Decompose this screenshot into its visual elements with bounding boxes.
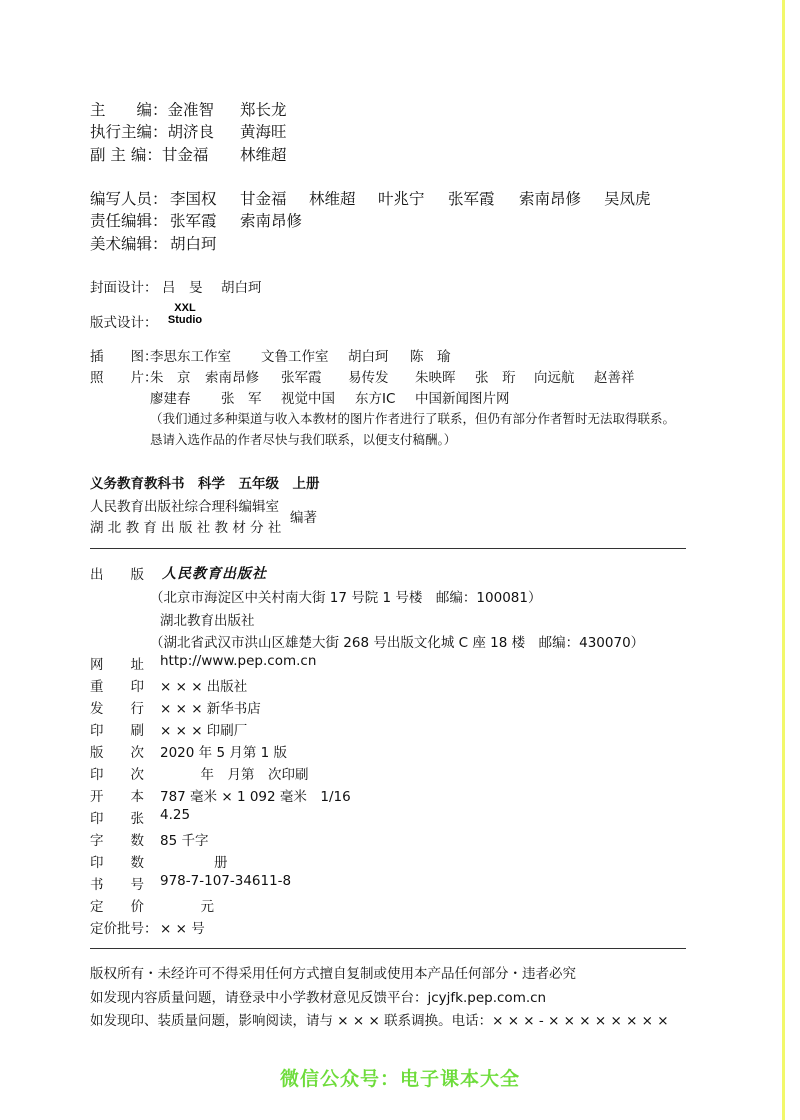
deputy-editor-name: 林维超 <box>240 146 287 164</box>
imprint-row-value: × × × 出版社 <box>160 679 248 695</box>
writer-name: 索南昂修 <box>519 190 582 208</box>
executive-editor-name: 黄海旺 <box>240 123 287 141</box>
imprint-row-value: 2020 年 5 月第 1 版 <box>160 745 287 761</box>
author-suffix: 编著 <box>290 510 317 526</box>
photographer-name: 向远航 <box>534 370 575 386</box>
chief-editor-row <box>90 98 214 120</box>
copublisher-address: （湖北省武汉市洪山区雄楚大街 268 号出版文化城 C 座 18 楼 邮编：430070） <box>150 635 645 651</box>
responsible-editor-name: 索南昂修 <box>240 212 303 230</box>
divider-top <box>90 548 686 549</box>
photo-credit-note-line2: 恳请入选作品的作者尽快与我们联系，以便支付稿酬。） <box>150 432 457 447</box>
cover-designer-name: 吕 旻 <box>162 280 203 296</box>
executive-editor-row <box>90 120 214 142</box>
wechat-watermark: 微信公众号：电子课本大全 <box>279 1068 520 1090</box>
book-title: 义务教育教科书 科学 五年级 上册 <box>90 476 320 492</box>
imprint-row-label: 印 数 <box>90 855 144 871</box>
deputy-editor-name: 甘金福 <box>161 146 209 164</box>
photographer-name: 视觉中国 <box>281 391 335 407</box>
photographer-name: 朱映晖 <box>415 370 456 386</box>
imprint-row-value: × × × 新华书店 <box>160 701 261 717</box>
imprint-row-value: 978-7-107-34611-8 <box>160 873 292 889</box>
photographer-name: 张 珩 <box>475 370 516 386</box>
imprint-row-label: 书 号 <box>90 877 144 893</box>
publisher-logo: 人民教育出版社 <box>162 566 267 582</box>
illustrator-name: 陈 瑜 <box>410 349 451 365</box>
deputy-editor-label: 副 主 编： <box>90 146 162 164</box>
publisher-label: 出 版 <box>90 567 144 583</box>
imprint-row-value: 元 <box>160 899 214 915</box>
studio-logo <box>162 302 208 326</box>
imprint-row-value: http://www.pep.com.cn <box>160 653 317 669</box>
chief-editor-name: 金准智 <box>167 101 215 119</box>
writer-name: 张军霞 <box>448 190 495 208</box>
imprint-row-label: 印 刷 <box>90 723 144 739</box>
writer-name: 甘金福 <box>240 190 287 208</box>
illustrator-name: 文鲁工作室 <box>261 349 329 365</box>
art-editor-label: 美术编辑： <box>90 235 168 253</box>
layout-design-label: 版式设计： <box>90 315 158 331</box>
imprint-row-label: 印 张 <box>90 811 144 827</box>
copublisher-name: 湖北教育出版社 <box>160 613 255 629</box>
writer-name: 叶兆宁 <box>378 190 425 208</box>
cover-designer-name: 胡白珂 <box>221 280 262 296</box>
imprint-row-label: 印 次 <box>90 767 144 783</box>
illustration-label: 插 图： <box>90 349 158 365</box>
studio-logo-line1: XXL <box>174 302 196 314</box>
illustrator-name: 胡白珂 <box>348 349 389 365</box>
responsible-editor-label: 责任编辑： <box>90 212 168 230</box>
photographer-name: 朱 京 <box>150 370 191 386</box>
imprint-row-label: 版 次 <box>90 745 144 761</box>
author-line-1: 人民教育出版社综合理科编辑室 <box>90 499 279 515</box>
executive-editor-name: 胡济良 <box>167 123 215 141</box>
imprint-row-label: 定价批号： <box>90 921 158 937</box>
imprint-row-label: 发 行 <box>90 701 144 717</box>
photographer-name: 赵善祥 <box>594 370 635 386</box>
imprint-row-value: 4.25 <box>160 807 191 823</box>
illustrator-name: 李思东工作室 <box>150 349 231 365</box>
deputy-editor-row <box>90 143 208 165</box>
photographer-name: 张 军 <box>221 391 262 407</box>
content-feedback-notice: 如发现内容质量问题，请登录中小学教材意见反馈平台：jcyjfk.pep.com.cn <box>90 990 547 1006</box>
photographer-name: 易传发 <box>348 370 389 386</box>
writer-name: 林维超 <box>309 190 356 208</box>
imprint-row-value: 册 <box>160 855 228 871</box>
cover-design-label: 封面设计： <box>90 280 158 296</box>
photos-label: 照 片： <box>90 370 158 386</box>
imprint-row-label: 定 价 <box>90 899 144 915</box>
photographer-name: 廖建春 <box>150 391 191 407</box>
photo-credit-note-line1: （我们通过多种渠道与收入本教材的图片作者进行了联系，但仍有部分作者暂时无法取得联系。 <box>150 411 676 426</box>
page-edge-strip <box>782 0 785 1120</box>
executive-editor-label: 执行主编： <box>90 123 168 141</box>
author-line-2: 湖 北 教 育 出 版 社 教 材 分 社 <box>90 520 282 536</box>
imprint-row-value: 年 月第 次印刷 <box>160 767 309 783</box>
responsible-editor-name: 张军霞 <box>170 212 217 230</box>
divider-bottom <box>90 948 686 949</box>
photographer-name: 东方IC <box>355 391 396 407</box>
chief-editor-name: 郑长龙 <box>240 101 287 119</box>
imprint-row-value: 787 毫米 × 1 092 毫米 1/16 <box>160 789 351 805</box>
photographer-name: 张军霞 <box>281 370 322 386</box>
imprint-row-value: 85 千字 <box>160 833 209 849</box>
studio-logo-line2: Studio <box>167 314 203 326</box>
publisher-address: （北京市海淀区中关村南大街 17 号院 1 号楼 邮编：100081） <box>150 590 542 606</box>
imprint-row-value: × × 号 <box>160 921 205 937</box>
art-editor-name: 胡白珂 <box>170 235 217 253</box>
imprint-row-label: 重 印 <box>90 679 144 695</box>
chief-editor-label: 主 编： <box>90 101 168 119</box>
photographer-name: 索南昂修 <box>205 370 259 386</box>
imprint-row-label: 开 本 <box>90 789 144 805</box>
imprint-row-label: 字 数 <box>90 833 144 849</box>
copyright-notice: 版权所有・未经许可不得采用任何方式擅自复制或使用本产品任何部分・违者必究 <box>90 966 576 982</box>
writers-label: 编写人员： <box>90 190 168 208</box>
writer-name: 吴凤虎 <box>604 190 651 208</box>
writer-name: 李国权 <box>170 190 217 208</box>
photographer-name: 中国新闻图片网 <box>415 391 510 407</box>
print-quality-notice: 如发现印、装质量问题，影响阅读，请与 × × × 联系调换。电话：× × × - × × × × × × × × <box>90 1013 669 1029</box>
imprint-row-label: 网 址 <box>90 657 144 673</box>
imprint-row-value: × × × 印刷厂 <box>160 723 248 739</box>
